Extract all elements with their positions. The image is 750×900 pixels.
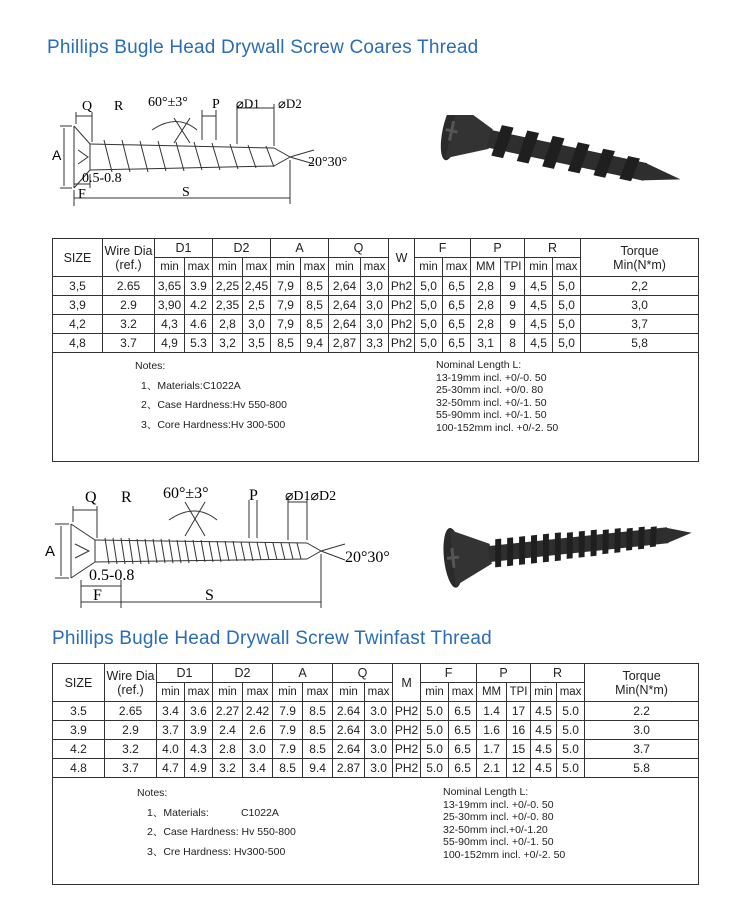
note-item: 2、Case Hardness: Hv 550-800	[147, 826, 296, 838]
table-cell: PH2	[393, 721, 421, 740]
table-cell: 3.7	[105, 759, 157, 778]
table-cell: 2.9	[103, 296, 155, 315]
dim-f-label: F	[78, 187, 86, 202]
col-r-header: R	[525, 239, 581, 258]
col-wire-header: Wire Dia (ref.)	[105, 664, 157, 702]
table-cell: Ph2	[389, 277, 415, 296]
sub-min: min	[271, 258, 301, 277]
col-q-header: Q	[333, 664, 393, 683]
table-cell: 5,0	[553, 296, 581, 315]
dim-q-label: Q	[82, 99, 93, 114]
table-cell: 5,0	[415, 334, 443, 353]
col-d1-header: D1	[155, 239, 213, 258]
table-cell: 3.5	[53, 702, 105, 721]
table-cell: 4,9	[155, 334, 185, 353]
nominal-item: 13-19mm incl. +0/-0. 50	[443, 798, 554, 811]
table-cell: 4.5	[531, 721, 557, 740]
table-cell: Ph2	[389, 296, 415, 315]
table-cell: 6.5	[449, 759, 477, 778]
table-cell: 5.0	[557, 740, 585, 759]
sub-max: max	[185, 683, 213, 702]
dim-a-label: A	[52, 147, 62, 163]
nominal-item: 100-152mm incl. +0/-2. 50	[436, 421, 559, 434]
sub-min: min	[525, 258, 553, 277]
table-cell: 9.4	[303, 759, 333, 778]
table-cell: 3,0	[243, 315, 271, 334]
coarse-rows	[53, 277, 699, 353]
table-cell: 2.64	[333, 740, 365, 759]
dim-a-label: A	[45, 543, 56, 560]
table-cell: 7.9	[273, 721, 303, 740]
table-row	[53, 759, 699, 778]
table-cell: 4,8	[53, 334, 103, 353]
sub-max: max	[361, 258, 389, 277]
table-cell: 3.0	[365, 740, 393, 759]
table-cell: 3,0	[361, 277, 389, 296]
note-item: 1、Materials:C1022A	[141, 379, 241, 392]
table-cell: 8.5	[303, 740, 333, 759]
sub-max: max	[553, 258, 581, 277]
table-cell: 2.65	[103, 277, 155, 296]
sub-min: min	[273, 683, 303, 702]
table-cell: 5.0	[557, 702, 585, 721]
table-cell: 8	[501, 334, 525, 353]
col-torque-header: Torque Min(N*m)	[585, 664, 699, 702]
col-m-header: M	[393, 664, 421, 702]
table-cell: 2.64	[333, 721, 365, 740]
table-cell: 5,0	[553, 334, 581, 353]
col-size-header: SIZE	[53, 664, 105, 702]
table-cell: 3.7	[157, 721, 185, 740]
sub-mm: MM	[471, 258, 501, 277]
table-cell: 4,2	[53, 315, 103, 334]
table-cell: 8,5	[301, 296, 329, 315]
note-item: 1、Materials: C1022A	[147, 806, 279, 819]
table-cell: 5.0	[421, 759, 449, 778]
table-cell: 5,0	[415, 315, 443, 334]
table-cell: 2.87	[333, 759, 365, 778]
table-cell: 4.7	[157, 759, 185, 778]
table-cell: Ph2	[389, 315, 415, 334]
notes-title: Notes:	[135, 360, 166, 372]
sub-max: max	[243, 683, 273, 702]
table-cell: 5.0	[421, 702, 449, 721]
table-cell: 4,5	[525, 296, 553, 315]
table-cell: 6,5	[443, 315, 471, 334]
table-cell: 4.0	[157, 740, 185, 759]
sub-max: max	[443, 258, 471, 277]
sub-min: min	[415, 258, 443, 277]
table-cell: 4.5	[531, 759, 557, 778]
table-cell: 3.0	[365, 721, 393, 740]
table-cell: 2,64	[329, 315, 361, 334]
sub-min: min	[157, 683, 185, 702]
table-cell: 2,8	[471, 277, 501, 296]
table-row	[53, 296, 699, 315]
table-cell: 9,4	[301, 334, 329, 353]
table-cell: 9	[501, 277, 525, 296]
table-cell: 2,8	[213, 315, 243, 334]
coarse-notes-cell	[53, 353, 699, 462]
note-item: 3、Core Hardness:Hv 300-500	[141, 418, 286, 431]
table-cell: 2,5	[243, 296, 271, 315]
table-cell: 3.4	[157, 702, 185, 721]
table-cell: 3.0	[365, 759, 393, 778]
table-cell: 3.9	[185, 277, 213, 296]
table-cell: 5,0	[415, 296, 443, 315]
dim-thread-label: 0.5-0.8	[82, 171, 122, 186]
table-cell: 4,5	[525, 334, 553, 353]
table-cell: 3,5	[53, 277, 103, 296]
nominal-item: 100-152mm incl. +0/-2. 50	[443, 848, 566, 861]
table-cell: 3.2	[213, 759, 243, 778]
nominal-item: 32-50mm incl. +0/-1. 50	[436, 396, 547, 409]
table-cell: 4.8	[53, 759, 105, 778]
twinfast-rows	[53, 702, 699, 778]
table-cell: 2.64	[333, 702, 365, 721]
note-item: 3、Cre Hardness: Hv300-500	[147, 845, 286, 858]
table-cell: 3,0	[361, 296, 389, 315]
sub-min: min	[213, 683, 243, 702]
col-wire-header: Wire Dia (ref.)	[103, 239, 155, 277]
dim-tip-label: 20°30°	[345, 549, 390, 566]
dim-s-label: S	[205, 587, 214, 604]
table-cell: 6,5	[443, 334, 471, 353]
table-cell: 6,5	[443, 277, 471, 296]
col-a-header: A	[273, 664, 333, 683]
sub-max: max	[365, 683, 393, 702]
table-cell: PH2	[393, 759, 421, 778]
sub-min: min	[329, 258, 361, 277]
table-cell: 5.0	[557, 721, 585, 740]
dim-d2-label: ⌀D2	[278, 96, 302, 111]
table-cell: 5.3	[185, 334, 213, 353]
dim-d1d2-label: ⌀D1⌀D2	[285, 489, 337, 504]
col-d2-header: D2	[213, 239, 271, 258]
table-cell: 3.9	[53, 721, 105, 740]
table-cell: 2.8	[213, 740, 243, 759]
sub-max: max	[303, 683, 333, 702]
dim-thread-label: 0.5-0.8	[89, 567, 135, 584]
col-a-header: A	[271, 239, 329, 258]
sub-max: max	[449, 683, 477, 702]
dim-s-label: S	[182, 185, 190, 200]
table-cell: 2,45	[243, 277, 271, 296]
table-cell: 2,64	[329, 296, 361, 315]
table-cell: 3.2	[103, 315, 155, 334]
nominal-item: 13-19mm incl. +0/-0. 50	[436, 371, 547, 384]
sub-mm: MM	[477, 683, 507, 702]
table-cell: 17	[507, 702, 531, 721]
dim-d1-label: ⌀D1	[236, 96, 260, 111]
sub-tpi: TPI	[501, 258, 525, 277]
table-row	[53, 315, 699, 334]
table-cell: 2.1	[477, 759, 507, 778]
table-cell: 4.5	[531, 702, 557, 721]
table-cell: 3,7	[581, 315, 699, 334]
table-cell: 4.5	[531, 740, 557, 759]
nominal-item: 55-90mm incl. +0/-1. 50	[436, 409, 547, 421]
table-cell: PH2	[393, 740, 421, 759]
table-row	[53, 702, 699, 721]
table-cell: 4.3	[185, 740, 213, 759]
dim-angle-label: 60°±3°	[163, 485, 209, 502]
table-cell: 5,0	[415, 277, 443, 296]
table-cell: 5,0	[553, 277, 581, 296]
table-cell: 2,8	[471, 296, 501, 315]
table-cell: 9	[501, 315, 525, 334]
notes-title: Notes:	[137, 787, 168, 799]
table-cell: 5.8	[585, 759, 699, 778]
table-cell: 2.9	[105, 721, 157, 740]
col-f-header: F	[415, 239, 471, 258]
table-cell: 4.9	[185, 759, 213, 778]
table-cell: 3,90	[155, 296, 185, 315]
section2-title: Phillips Bugle Head Drywall Screw Twinfast Thread	[52, 628, 492, 649]
table-cell: 8,5	[301, 277, 329, 296]
table-cell: 3.6	[185, 702, 213, 721]
table-cell: 2,87	[329, 334, 361, 353]
table-cell: 7,9	[271, 315, 301, 334]
dim-angle-label: 60°±3°	[148, 95, 188, 110]
dim-p-label: P	[212, 97, 220, 112]
table-cell: 4.6	[185, 315, 213, 334]
nominal-title: Nominal Length L:	[436, 359, 522, 371]
table-cell: 8.5	[303, 702, 333, 721]
table-cell: Ph2	[389, 334, 415, 353]
table-cell: 3.9	[185, 721, 213, 740]
table-cell: 2,25	[213, 277, 243, 296]
table-cell: 4.2	[53, 740, 105, 759]
nominal-item: 25-30mm incl. +0/0. 80	[436, 384, 544, 396]
table-cell: 8,5	[271, 334, 301, 353]
table-cell: 3.2	[105, 740, 157, 759]
table-cell: 2.27	[213, 702, 243, 721]
table-cell: 3.0	[243, 740, 273, 759]
table-cell: 6.5	[449, 721, 477, 740]
coarse-thread-drawing	[52, 88, 372, 208]
col-p-header: P	[477, 664, 531, 683]
table-cell: PH2	[393, 702, 421, 721]
sub-max: max	[301, 258, 329, 277]
table-cell: 5.0	[421, 740, 449, 759]
nominal-item: 32-50mm incl.+0/-1.20	[443, 823, 548, 836]
table-cell: 9	[501, 296, 525, 315]
table-cell: 7,9	[271, 296, 301, 315]
table-cell: 8.5	[303, 721, 333, 740]
col-f-header: F	[421, 664, 477, 683]
table-cell: 3,2	[213, 334, 243, 353]
col-p-header: P	[471, 239, 525, 258]
sub-min: min	[155, 258, 185, 277]
table-cell: 6,5	[443, 296, 471, 315]
table-cell: 4.2	[185, 296, 213, 315]
twinfast-thread-screw-photo	[430, 498, 700, 588]
table-cell: 3,1	[471, 334, 501, 353]
dim-f-label: F	[93, 587, 102, 604]
sub-max: max	[185, 258, 213, 277]
table-row	[53, 740, 699, 759]
sub-min: min	[213, 258, 243, 277]
table-cell: 8,5	[301, 315, 329, 334]
col-w-header: W	[389, 239, 415, 277]
table-row	[53, 721, 699, 740]
nominal-title: Nominal Length L:	[443, 786, 529, 798]
coarse-thread-spec-table	[52, 238, 699, 462]
table-cell: 2.2	[585, 702, 699, 721]
table-cell: 15	[507, 740, 531, 759]
note-item: 2、Case Hardness:Hv 550-800	[141, 399, 287, 411]
coarse-thread-screw-photo	[430, 115, 700, 205]
table-cell: 16	[507, 721, 531, 740]
dim-q-label: Q	[85, 489, 97, 506]
table-cell: 5,8	[581, 334, 699, 353]
table-cell: 2.6	[243, 721, 273, 740]
twinfast-notes-cell	[53, 778, 699, 885]
table-cell: 3,3	[361, 334, 389, 353]
table-cell: 3,9	[53, 296, 103, 315]
table-cell: 5.0	[557, 759, 585, 778]
nominal-item: 25-30mm incl. +0/-0. 80	[443, 811, 554, 823]
table-row	[53, 277, 699, 296]
table-cell: 1.6	[477, 721, 507, 740]
table-cell: 7,9	[271, 277, 301, 296]
twinfast-thread-spec-table	[52, 663, 699, 885]
table-cell: 2,2	[581, 277, 699, 296]
dim-r-label: R	[114, 99, 124, 114]
table-cell: 4,5	[525, 315, 553, 334]
table-cell: 3,0	[581, 296, 699, 315]
dim-r-label: R	[121, 489, 132, 506]
table-cell: 2.65	[105, 702, 157, 721]
table-cell: 4,3	[155, 315, 185, 334]
table-cell: 3.0	[585, 721, 699, 740]
table-cell: 1.4	[477, 702, 507, 721]
table-cell: 5.0	[421, 721, 449, 740]
table-cell: 3,5	[243, 334, 271, 353]
table-cell: 7.9	[273, 702, 303, 721]
nominal-item: 55-90mm incl. +0/-1. 50	[443, 836, 554, 848]
table-cell: 2.42	[243, 702, 273, 721]
table-cell: 6.5	[449, 740, 477, 759]
dim-p-label: P	[249, 487, 258, 504]
sub-tpi: TPI	[507, 683, 531, 702]
col-size-header: SIZE	[53, 239, 103, 277]
dim-tip-label: 20°30°	[308, 155, 348, 170]
sub-max: max	[243, 258, 271, 277]
sub-max: max	[557, 683, 585, 702]
table-cell: 5,0	[553, 315, 581, 334]
table-cell: 2.4	[213, 721, 243, 740]
sub-min: min	[531, 683, 557, 702]
col-q-header: Q	[329, 239, 389, 258]
section1-title: Phillips Bugle Head Drywall Screw Coares Thread	[47, 37, 479, 58]
table-cell: 12	[507, 759, 531, 778]
table-cell: 7.9	[273, 740, 303, 759]
col-r-header: R	[531, 664, 585, 683]
twinfast-thread-drawing	[45, 476, 405, 611]
table-cell: 3,65	[155, 277, 185, 296]
table-cell: 4,5	[525, 277, 553, 296]
sub-min: min	[421, 683, 449, 702]
col-d2-header: D2	[213, 664, 273, 683]
table-cell: 6.5	[449, 702, 477, 721]
sub-min: min	[333, 683, 365, 702]
table-cell: 3.7	[585, 740, 699, 759]
table-cell: 3.7	[103, 334, 155, 353]
col-d1-header: D1	[157, 664, 213, 683]
table-cell: 1.7	[477, 740, 507, 759]
table-cell: 3,0	[361, 315, 389, 334]
col-torque-header: Torque Min(N*m)	[581, 239, 699, 277]
table-cell: 2,35	[213, 296, 243, 315]
table-cell: 3.0	[365, 702, 393, 721]
table-cell: 2,64	[329, 277, 361, 296]
table-cell: 2,8	[471, 315, 501, 334]
table-cell: 8.5	[273, 759, 303, 778]
table-cell: 3.4	[243, 759, 273, 778]
table-row	[53, 334, 699, 353]
